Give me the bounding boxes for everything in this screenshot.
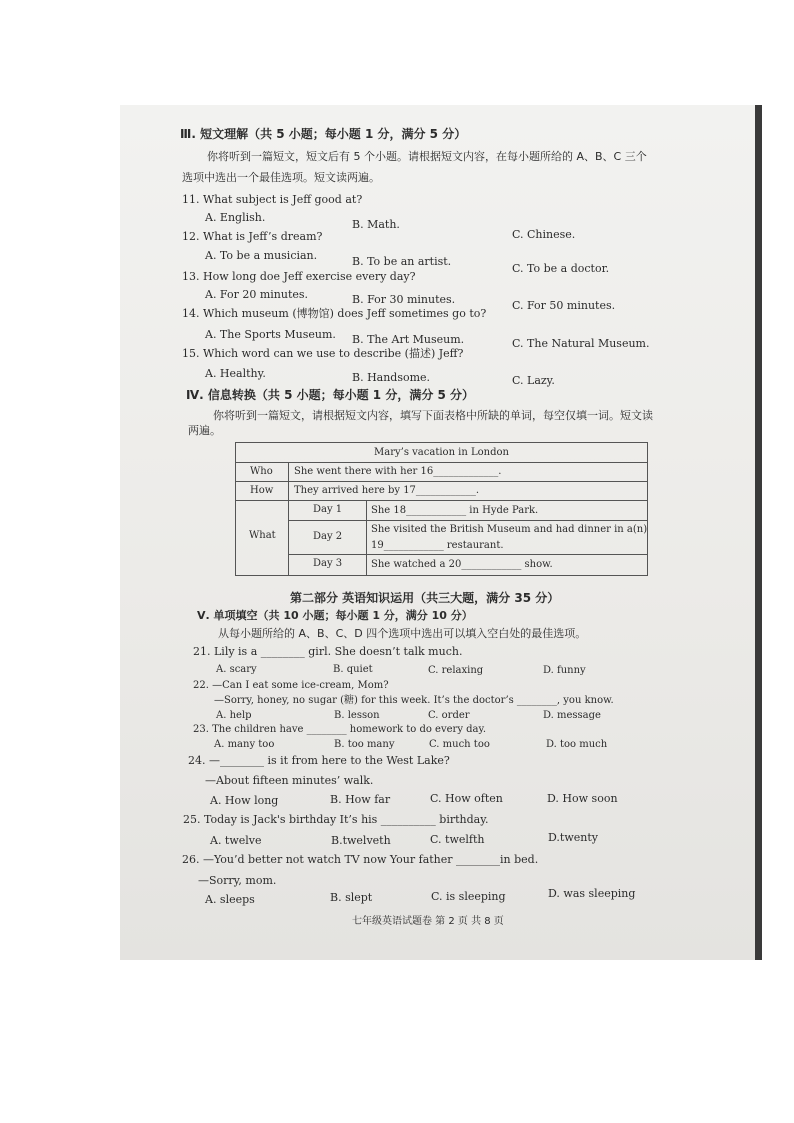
- question-15-option-c: C. Lazy.: [512, 374, 555, 387]
- question-24-stem-line1: 24. —________ is it from here to the West Lake?: [188, 754, 450, 767]
- question-24-option-c: C. How often: [430, 792, 503, 805]
- question-13-option-a: A. For 20 minutes.: [205, 288, 309, 301]
- question-11-option-b: B. Math.: [352, 218, 400, 231]
- section4-instruction-line1: 你将听到一篇短文，请根据短文内容，填写下面表格中所缺的单词，每空仅填一词。短文读: [213, 409, 653, 422]
- question-22-option-b: B. lesson: [334, 710, 380, 721]
- table-how-label: How: [250, 485, 274, 496]
- question-22-option-a: A. help: [216, 710, 252, 721]
- section5-instruction: 从每小题所给的 A、B、C、D 四个选项中选出可以填入空白处的最佳选项。: [218, 627, 587, 640]
- table-rule: [236, 481, 647, 482]
- question-15-stem: 15. Which word can we use to describe (描述) Jeff?: [182, 347, 464, 360]
- question-11-option-c: C. Chinese.: [512, 228, 576, 241]
- table-who-text: She went there with her 16_____________.: [294, 466, 502, 477]
- table-who-label: Who: [250, 466, 273, 477]
- question-14-option-a: A. The Sports Museum.: [205, 328, 336, 341]
- question-12-stem: 12. What is Jeff’s dream?: [182, 230, 323, 243]
- question-22-option-d: D. message: [543, 710, 601, 721]
- question-11-stem: 11. What subject is Jeff good at?: [182, 193, 363, 206]
- question-12-option-c: C. To be a doctor.: [512, 262, 610, 275]
- question-21-stem: 21. Lily is a ________ girl. She doesn’t talk much.: [193, 645, 463, 658]
- question-25-option-a: A. twelve: [210, 834, 262, 847]
- table-rule: [288, 462, 289, 575]
- question-25-option-d: D.twenty: [548, 831, 598, 844]
- question-13-stem: 13. How long doe Jeff exercise every day?: [182, 270, 416, 283]
- question-21-option-d: D. funny: [543, 665, 586, 676]
- question-14-option-b: B. The Art Museum.: [352, 333, 465, 346]
- question-12-option-a: A. To be a musician.: [205, 249, 318, 262]
- question-22-stem-line2: —Sorry, honey, no sugar (糖) for this week. It’s the doctor’s ________, you know.: [214, 695, 614, 706]
- table-day-label: Day 1: [313, 504, 343, 515]
- table-day-text: She watched a 20____________ show.: [371, 559, 553, 570]
- section4-title: Ⅳ. 信息转换（共 5 小题；每小题 1 分，满分 5 分）: [186, 388, 475, 402]
- table-rule: [288, 520, 647, 521]
- question-14-stem: 14. Which museum (博物馆) does Jeff sometimes go to?: [182, 307, 487, 320]
- question-21-option-a: A. scary: [216, 664, 257, 675]
- table-day-text: She 18____________ in Hyde Park.: [371, 505, 539, 516]
- table-what-label: What: [249, 530, 276, 541]
- question-24-option-b: B. How far: [330, 793, 391, 806]
- question-26-option-b: B. slept: [330, 891, 373, 904]
- question-25-option-b: B.twelveth: [331, 834, 391, 847]
- question-13-option-c: C. For 50 minutes.: [512, 299, 616, 312]
- question-15-option-a: A. Healthy.: [205, 367, 266, 380]
- question-26-stem-line1: 26. —You’d better not watch TV now Your father ________in bed.: [182, 853, 539, 866]
- question-26-option-c: C. is sleeping: [431, 890, 506, 903]
- table-rule: [288, 554, 647, 555]
- question-26-option-a: A. sleeps: [205, 893, 255, 906]
- part2-title: 第二部分 英语知识运用（共三大题，满分 35 分）: [290, 591, 560, 605]
- question-23-option-a: A. many too: [214, 739, 275, 750]
- question-23-stem: 23. The children have ________ homework to do every day.: [193, 724, 487, 735]
- question-14-option-c: C. The Natural Museum.: [512, 337, 650, 350]
- question-24-option-a: A. How long: [210, 794, 279, 807]
- table-title: Mary’s vacation in London: [374, 447, 509, 458]
- section5-title: Ⅴ. 单项填空（共 10 小题；每小题 1 分，满分 10 分）: [197, 609, 473, 622]
- table-how-text: They arrived here by 17____________.: [294, 485, 480, 496]
- question-24-stem-line2: —About fifteen minutes’ walk.: [205, 774, 374, 787]
- question-21-option-c: C. relaxing: [428, 665, 484, 676]
- table-day-text: She visited the British Museum and had dinner in a(n): [371, 524, 648, 535]
- question-23-option-b: B. too many: [334, 739, 395, 750]
- page-footer: 七年级英语试题卷 第 2 页 共 8 页: [352, 916, 504, 927]
- question-15-option-b: B. Handsome.: [352, 371, 431, 384]
- table-rule: [236, 500, 647, 501]
- question-22-option-c: C. order: [428, 710, 470, 721]
- question-25-stem: 25. Today is Jack's birthday It’s his __________ birthday.: [183, 813, 489, 826]
- section3-title: Ⅲ. 短文理解（共 5 小题；每小题 1 分，满分 5 分）: [180, 127, 467, 141]
- section3-instruction-line1: 你将听到一篇短文，短文后有 5 个小题。请根据短文内容，在每小题所给的 A、B、C 三个: [207, 150, 647, 163]
- question-13-option-b: B. For 30 minutes.: [352, 293, 456, 306]
- table-rule: [236, 462, 647, 463]
- information-table: [235, 442, 648, 576]
- table-day-label: Day 2: [313, 531, 343, 542]
- table-day-text-line2: 19____________ restaurant.: [371, 540, 504, 551]
- table-rule: [366, 500, 367, 575]
- question-21-option-b: B. quiet: [333, 664, 373, 675]
- question-26-stem-line2: —Sorry, mom.: [198, 874, 277, 887]
- question-25-option-c: C. twelfth: [430, 833, 485, 846]
- section4-instruction-line2: 两遍。: [188, 424, 221, 437]
- question-12-option-b: B. To be an artist.: [352, 255, 452, 268]
- question-26-option-d: D. was sleeping: [548, 887, 636, 900]
- question-11-option-a: A. English.: [205, 211, 266, 224]
- table-day-label: Day 3: [313, 558, 343, 569]
- section3-instruction-line2: 选项中选出一个最佳选项。短文读两遍。: [182, 171, 380, 184]
- question-23-option-c: C. much too: [429, 739, 490, 750]
- question-24-option-d: D. How soon: [547, 792, 618, 805]
- question-22-stem-line1: 22. —Can I eat some ice-cream, Mom?: [193, 680, 389, 691]
- question-23-option-d: D. too much: [546, 739, 608, 750]
- photo-edge-shadow: [755, 105, 762, 960]
